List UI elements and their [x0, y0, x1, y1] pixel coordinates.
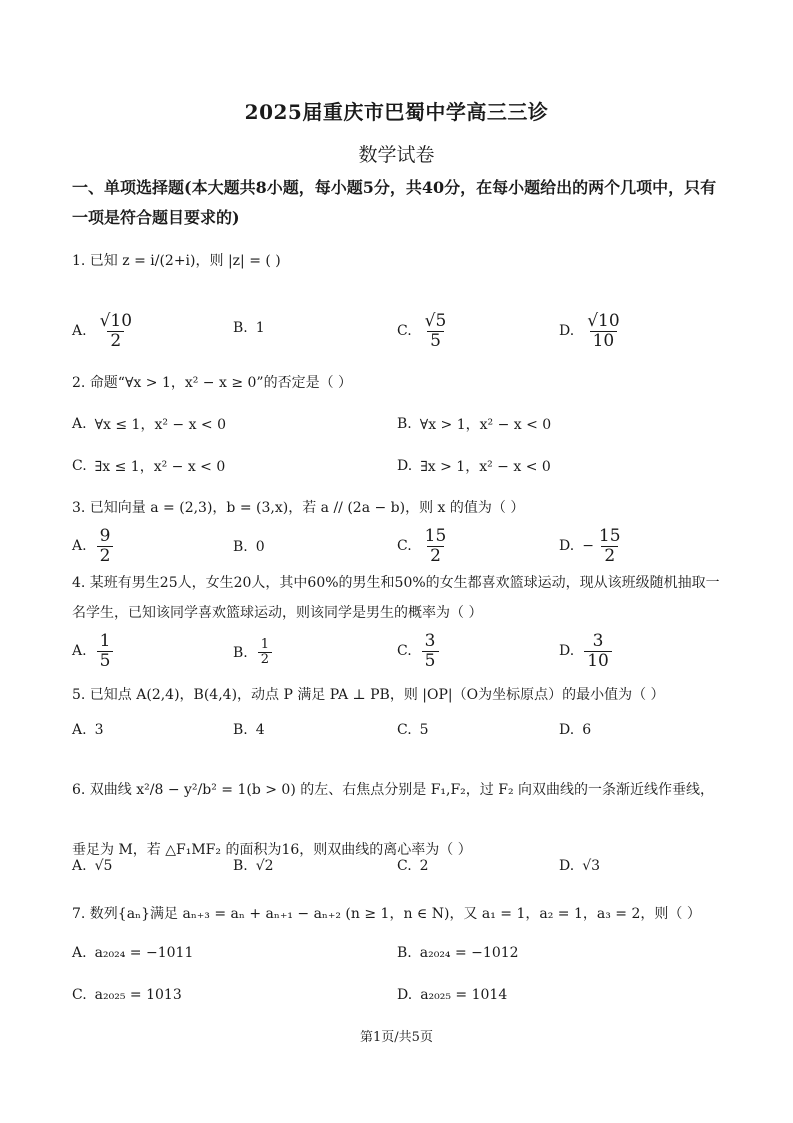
question-2-stem: 2. 命题“∀x > 1，x² − x ≥ 0”的否定是（ ）: [72, 375, 353, 391]
question-3-option-c[interactable]: C. $\frac{15}{2}$: [397, 526, 447, 566]
question-5-option-b[interactable]: B. 4: [233, 722, 265, 738]
question-7-option-c[interactable]: C. a₂₀₂₅ = 1013: [72, 987, 182, 1003]
question-1-stem: [72, 250, 732, 270]
question-4-option-b[interactable]: B. $\frac{1}{2}$: [233, 638, 274, 668]
question-1-option-d[interactable]: D. $\frac{√10}{10}$: [559, 311, 620, 351]
section-heading: 一、单项选择题(本大题共8小题，每小题5分，共40分，在每小题给出的两个几项中，只有一项是符合题目要求的): [72, 178, 717, 227]
question-4-option-d[interactable]: D. $\frac{3}{10}$: [559, 632, 614, 670]
question-3-stem: 3. 已知向量 a = (2,3)，b = (3,x)，若 a // (2a − b)，则 x 的值为（ ）: [72, 500, 525, 516]
question-3-option-d[interactable]: D. − $\frac{15}{2}$: [559, 526, 621, 566]
question-4-option-c[interactable]: C. $\frac{3}{5}$: [397, 632, 441, 670]
question-1-option-b[interactable]: B. 1: [233, 320, 265, 336]
question-5-stem: 5. 已知点 A(2,4)，B(4,4)，动点 P 满足 PA ⊥ PB，则 |OP|（O为坐标原点）的最小值为（ ）: [72, 687, 665, 703]
question-3-option-b[interactable]: B. 0: [233, 539, 265, 555]
question-5-option-a[interactable]: A. 3: [72, 722, 104, 738]
question-6-stem: 6. 双曲线 x²/8 − y²/b² = 1(b > 0) 的左、右焦点分别是 F₁,F₂，过 F₂ 向双曲线的一条渐近线作垂线，垂足为 M，若 △F₁MF₂ 的面积为16，则双曲线的离心率为（ ）: [72, 782, 715, 858]
question-2-option-a[interactable]: A. ∀x ≤ 1，x² − x < 0: [72, 416, 227, 433]
question-2-option-c[interactable]: C. ∃x ≤ 1，x² − x < 0: [72, 458, 226, 475]
question-7-option-a[interactable]: A. a₂₀₂₄ = −1011: [72, 945, 194, 961]
question-4-stem: 4. 某班有男生25人，女生20人，其中60%的男生和50%的女生都喜欢篮球运动，现从该班级随机抽取一名学生，已知该同学喜欢篮球运动，则该同学是男生的概率为（ ）: [72, 575, 720, 621]
question-6-option-d[interactable]: D. √3: [559, 858, 601, 874]
page-footer: 第1页/共5页: [360, 1030, 433, 1045]
question-1-option-a[interactable]: A. $\frac{√10}{2}$: [72, 311, 133, 351]
question-7-stem: 7. 数列{aₙ}满足 aₙ₊₃ = aₙ + aₙ₊₁ − aₙ₊₂ (n ≥ 1，n ∈ N)，又 a₁ = 1，a₂ = 1，a₃ = 2，则（ ）: [72, 906, 701, 922]
question-6-option-a[interactable]: A. √5: [72, 858, 113, 874]
question-5-option-c[interactable]: C. 5: [397, 722, 429, 738]
exam-subtitle: 数学试卷: [358, 144, 435, 166]
question-1-option-c[interactable]: C. $\frac{√5}{5}$: [397, 311, 447, 351]
question-5-option-d[interactable]: D. 6: [559, 722, 592, 738]
exam-title: 2025届重庆市巴蜀中学高三三诊: [244, 100, 549, 124]
question-7-option-b[interactable]: B. a₂₀₂₄ = −1012: [397, 945, 519, 961]
question-1-text: 1. 已知 z = i/(2+i)，则 |z| = ( ): [72, 253, 281, 269]
question-3-option-a[interactable]: A. $\frac{9}{2}$: [72, 527, 115, 565]
question-6-option-c[interactable]: C. 2: [397, 858, 429, 874]
question-4-option-a[interactable]: A. $\frac{1}{5}$: [72, 632, 115, 670]
question-7-option-d[interactable]: D. a₂₀₂₅ = 1014: [397, 987, 508, 1003]
question-6-option-b[interactable]: B. √2: [233, 858, 274, 874]
question-2-option-b[interactable]: B. ∀x > 1，x² − x < 0: [397, 416, 552, 433]
question-2-option-d[interactable]: D. ∃x > 1，x² − x < 0: [397, 458, 551, 475]
